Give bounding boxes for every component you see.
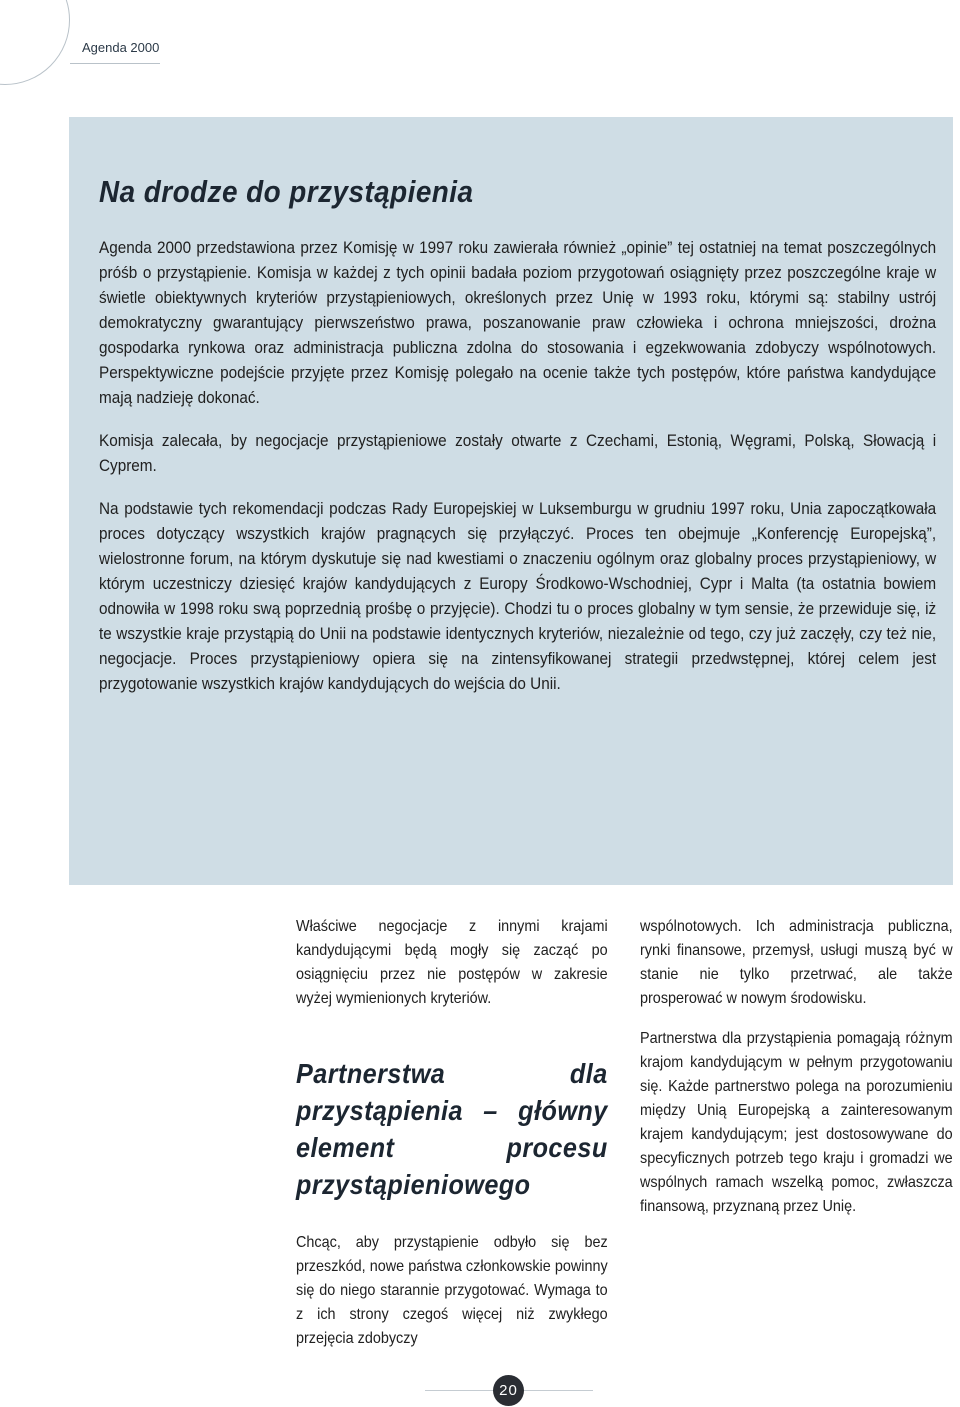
right-column-paragraph: Partnerstwa dla przystąpienia pomagają różnym krajom kandydującym w pełnym przygotowaniu się. Każde partnerstwo polega na porozumieniu między Unią Europejską a zainteresowanym krajem kandydującym; jest dostosowywane do specyficznych potrzeb tego kraju i gromadzi we wspólnych ramach wszelką pomoc, zwłaszcza finansową, przyznaną przez Unię. bbox=[640, 1030, 953, 1215]
box-paragraph: Na podstawie tych rekomendacji podczas Rady Europejskiej w Luksemburgu w grudniu 1997 roku, Unia zapoczątkowała proces dotyczący wszystkich krajów pragnących się przyłączyć. Proces ten obejmuje „Konferencję Europejską”, wielostronne forum, na którym dyskutuje się nad kwestiami o znaczeniu ogólnym oraz globalny proces przystąpieniowy, w którym uczestniczy dziesięć krajów kandydujących z Europy Środkowo-Wschodniej, Cypr i Malta (ta ostatnia bowiem odnowiła w 1998 roku swą poprzednią prośbę o przyjęcie). Chodzi tu o proces globalny w tym sensie, że przewiduje się, iż te wszystkie kraje przystąpią do Unii na podstawie identycznych kryteriów, niezależnie od tego, czy już zaczęły, czy też nie, negocjacje. Proces przystąpieniowy opiera się na zintensyfikowanej strategii przedwstępnej, której celem jest przygotowanie wszystkich krajów kandydujących do wejścia do Unii. bbox=[99, 499, 937, 693]
box-paragraph: Komisja zalecała, by negocjacje przystąpieniowe zostały otwarte z Czechami, Estonią, Węgrami, Polską, Słowacją i Cyprem. bbox=[99, 431, 937, 475]
highlight-box-content bbox=[99, 173, 937, 714]
box-paragraph: Agenda 2000 przedstawiona przez Komisję w 1997 roku zawierała również „opinie” tej ostatniej na temat poszczególnych próśb o przystąpienie. Komisja w każdej z tych opinii badała poziom przygotowań osiągnięty przez poszczególne kraje w świetle obiektywnych kryteriów przystąpieniowych, określonych przez Unię w 1993 roku, którymi są: stabilny ustrój demokratyczny gwarantujący pierwszeństwo prawa, poszanowanie praw człowieka i ochrona mniejszości, drożna gospodarka rynkowa oraz administracja publiczna zdolna do stosowania i egzekwowania zdobyczy wspólnotowych. Perspektywiczne podejście przyjęte przez Komisję polegało na ocenie także tych postępów, które państwa kandydujące mają nadzieję dokonać. bbox=[99, 238, 937, 407]
header-rule bbox=[70, 63, 160, 64]
page-number-badge: 20 bbox=[493, 1375, 524, 1406]
highlight-box bbox=[69, 117, 953, 885]
right-column-paragraph: wspólnotowych. Ich administracja publiczna, rynki finansowe, przemysł, usługi muszą być w stanie nie tylko przetrwać, ale także prosperować w nowym środowisku. bbox=[640, 918, 953, 1007]
right-column bbox=[640, 915, 953, 1235]
section-heading: Partnerstwa dla przystąpienia – główny element procesu przystąpieniowego bbox=[296, 1058, 608, 1200]
left-column-body: Chcąc, aby przystąpienie odbyło się bez przeszkód, nowe państwa członkowskie powinny się do niego starannie przygotować. Wymaga to z ich strony czegoś więcej niż zwykłego przejęcia zdobyczy bbox=[296, 1234, 608, 1347]
box-title: Na drodze do przystąpienia bbox=[99, 174, 474, 209]
running-header: Agenda 2000 bbox=[82, 40, 160, 55]
left-column bbox=[296, 915, 608, 1367]
left-column-intro: Właściwe negocjacje z innymi krajami kandydującymi będą mogły się zacząć po osiągnięciu przez nie postępów w zakresie wyżej wymienionych kryteriów. bbox=[296, 918, 608, 1007]
corner-decoration bbox=[0, 0, 70, 85]
